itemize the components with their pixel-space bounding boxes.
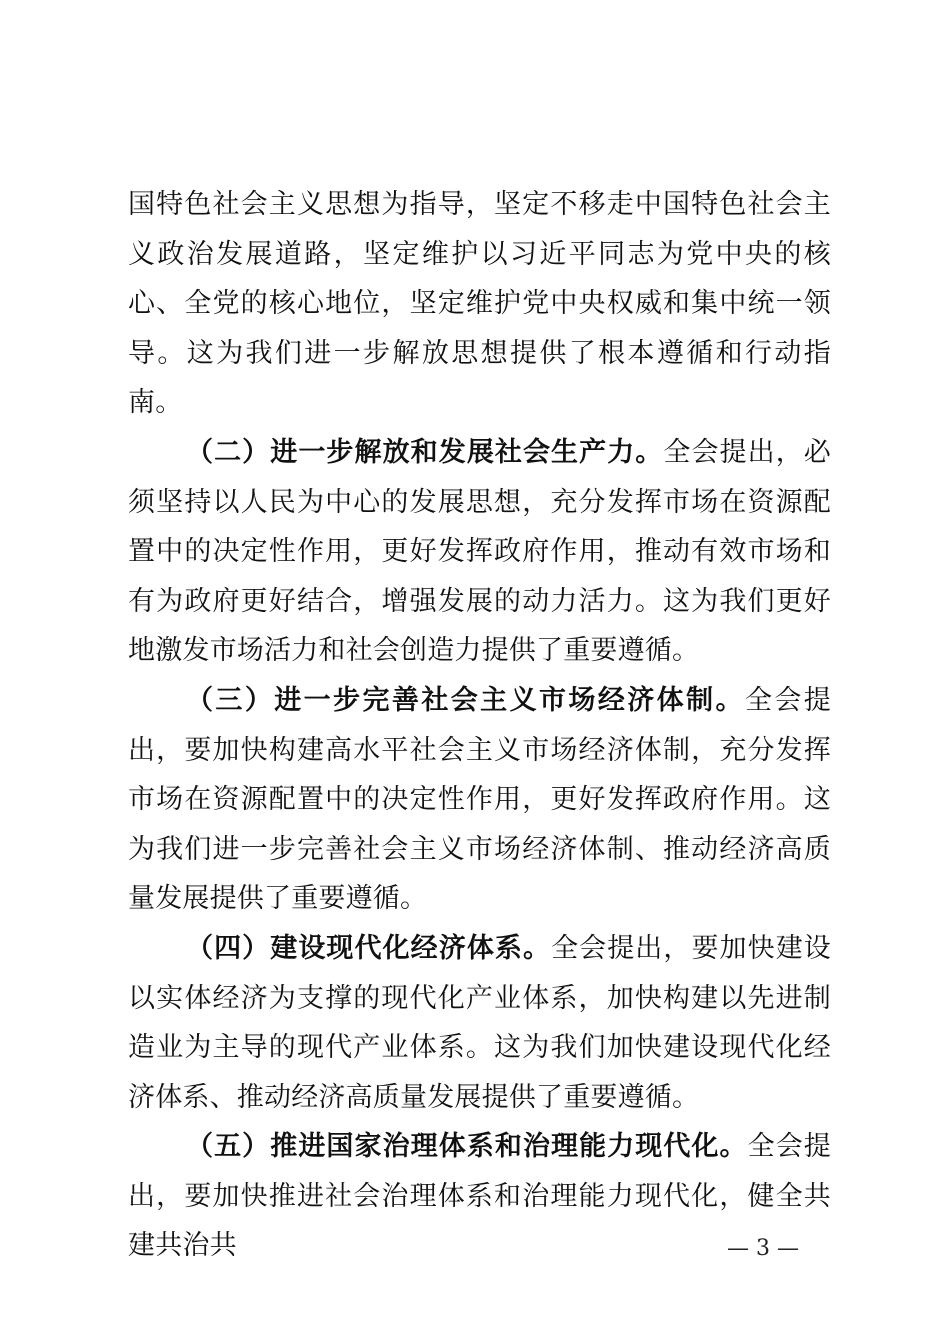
paragraph-text: 全会提出，要加快推进社会治理体系和治理能力现代化，健全共建共治共 <box>128 1131 832 1262</box>
section-heading: （五）推进国家治理体系和治理能力现代化。 <box>186 1131 748 1163</box>
paragraph-text: 全会提出，要加快构建高水平社会主义市场经济体制，充分发挥市场在资源配置中的决定性作用，更好发挥政府作用。这为我们进一步完善社会主义市场经济体制、推动经济高质量发展提供了重要遵循。 <box>128 684 831 915</box>
section-heading: （二）进一步解放和发展社会生产力。 <box>186 436 664 468</box>
paragraph-text: 全会提出，必须坚持以人民为中心的发展思想，充分发挥市场在资源配置中的决定性作用，更好发挥政府作用，推动有效市场和有为政府更好结合，增强发展的动力活力。这为我们更好地激发市场活力和社会创造力提供了重要遵循。 <box>128 436 831 667</box>
paragraph-text: 国特色社会主义思想为指导，坚定不移走中国特色社会主义政治发展道路，坚定维护以习近平同志为党中央的核心、全党的核心地位，坚定维护党中央权威和集中统一领导。这为我们进一步解放思想提供了根本遵循和行动指南。 <box>128 189 831 419</box>
paragraph-text: 全会提出，要加快建设以实体经济为支撑的现代化产业体系，加快构建以先进制造业为主导的现代产业体系。这为我们加快建设现代化经济体系、推动经济高质量发展提供了重要遵循。 <box>128 932 831 1113</box>
paragraph-section-3 <box>128 676 831 924</box>
section-heading: （三）进一步完善社会主义市场经济体制。 <box>186 684 745 716</box>
paragraph-section-2 <box>128 428 831 676</box>
document-body <box>128 180 831 1271</box>
paragraph-continued <box>128 180 831 428</box>
section-heading: （四）建设现代化经济体系。 <box>186 932 552 964</box>
paragraph-section-4 <box>128 924 831 1122</box>
page-number: — 3 — <box>727 1236 799 1261</box>
